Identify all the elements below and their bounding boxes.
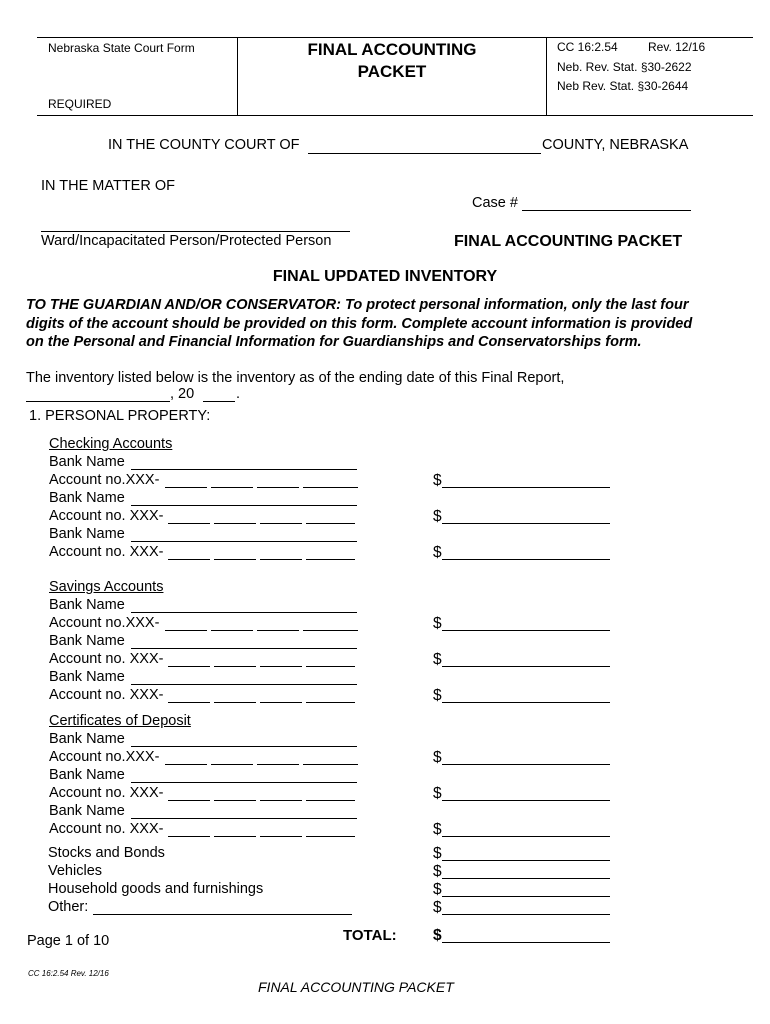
other-description-field[interactable] <box>93 914 352 915</box>
amount-field[interactable] <box>442 666 610 667</box>
account-number-label: Account no. XXX- <box>49 687 164 703</box>
footer-title: FINAL ACCOUNTING PACKET <box>258 979 454 995</box>
account-digits-field[interactable] <box>168 523 210 524</box>
bank-name-label: Bank Name <box>49 526 125 542</box>
header-top-rule <box>37 37 753 38</box>
total-amount-field[interactable] <box>442 942 610 943</box>
amount-field[interactable] <box>442 523 610 524</box>
bank-name-field[interactable] <box>131 505 357 506</box>
matter-label: IN THE MATTER OF <box>41 178 175 194</box>
account-number-label: Account no. XXX- <box>49 544 164 560</box>
bank-name-field[interactable] <box>131 648 357 649</box>
dollar-sign: $ <box>433 615 442 632</box>
statute-2: Neb Rev. Stat. §30-2644 <box>557 79 689 93</box>
dollar-sign: $ <box>433 508 442 525</box>
stocks-bonds-amount-field[interactable] <box>442 860 610 861</box>
account-digits-field[interactable] <box>214 559 256 560</box>
account-digits-field[interactable] <box>165 630 207 631</box>
account-digits-field[interactable] <box>214 523 256 524</box>
county-name-field[interactable] <box>308 153 541 154</box>
intro-year-prefix: , 20 <box>170 386 195 402</box>
amount-field[interactable] <box>442 764 610 765</box>
stocks-bonds-label: Stocks and Bonds <box>48 845 165 861</box>
account-digits-field[interactable] <box>306 702 355 703</box>
account-digits-field[interactable] <box>303 764 358 765</box>
account-digits-field[interactable] <box>306 559 355 560</box>
account-digits-field[interactable] <box>257 764 299 765</box>
dollar-sign: $ <box>433 785 442 802</box>
cd-heading: Certificates of Deposit <box>49 713 191 729</box>
total-dollar-sign: $ <box>433 927 442 944</box>
instruction-line-3: on the Personal and Financial Information for Guardianships and Conservatorships form. <box>26 334 642 350</box>
account-digits-field[interactable] <box>168 702 210 703</box>
statute-1: Neb. Rev. Stat. §30-2622 <box>557 60 692 74</box>
bank-name-label: Bank Name <box>49 731 125 747</box>
account-number-label: Account no. XXX- <box>49 785 164 801</box>
dollar-sign: $ <box>433 651 442 668</box>
account-digits-field[interactable] <box>306 666 355 667</box>
bank-name-label: Bank Name <box>49 803 125 819</box>
county-court-prefix: IN THE COUNTY COURT OF <box>108 137 300 153</box>
bank-name-label: Bank Name <box>49 767 125 783</box>
personal-property-heading: 1. PERSONAL PROPERTY: <box>29 408 211 424</box>
section-title: FINAL UPDATED INVENTORY <box>272 268 498 285</box>
bank-name-field[interactable] <box>131 782 357 783</box>
bank-name-field[interactable] <box>131 684 357 685</box>
dollar-sign: $ <box>433 845 442 862</box>
header-title-line1: FINAL ACCOUNTING <box>307 40 477 59</box>
bank-name-field[interactable] <box>131 818 357 819</box>
account-digits-field[interactable] <box>257 487 299 488</box>
header-title-line2: PACKET <box>357 62 427 81</box>
intro-line-1: The inventory listed below is the inventory as of the ending date of this Final Report, <box>26 370 565 386</box>
bank-name-field[interactable] <box>131 746 357 747</box>
dollar-sign: $ <box>433 899 442 916</box>
dollar-sign: $ <box>433 881 442 898</box>
bank-name-label: Bank Name <box>49 454 125 470</box>
account-digits-field[interactable] <box>306 523 355 524</box>
savings-heading: Savings Accounts <box>49 579 164 595</box>
account-digits-field[interactable] <box>168 800 210 801</box>
bank-name-field[interactable] <box>131 612 357 613</box>
account-digits-field[interactable] <box>306 800 355 801</box>
account-digits-field[interactable] <box>260 523 302 524</box>
ending-date-field[interactable] <box>26 401 170 402</box>
instruction-line-1: TO THE GUARDIAN AND/OR CONSERVATOR: To protect personal information, only the last four <box>26 297 689 313</box>
amount-field[interactable] <box>442 630 610 631</box>
account-digits-field[interactable] <box>306 836 355 837</box>
account-digits-field[interactable] <box>260 559 302 560</box>
dollar-sign: $ <box>433 863 442 880</box>
dollar-sign: $ <box>433 472 442 489</box>
account-digits-field[interactable] <box>214 666 256 667</box>
header-bottom-rule <box>37 115 753 116</box>
account-digits-field[interactable] <box>303 630 358 631</box>
year-field[interactable] <box>203 401 235 402</box>
account-digits-field[interactable] <box>214 702 256 703</box>
header-divider-right <box>546 37 547 115</box>
ward-name-field[interactable] <box>41 231 350 232</box>
county-court-suffix: COUNTY, NEBRASKA <box>542 137 689 153</box>
account-digits-field[interactable] <box>214 800 256 801</box>
amount-field[interactable] <box>442 559 610 560</box>
bank-name-label: Bank Name <box>49 490 125 506</box>
page-number: Page 1 of 10 <box>27 933 110 949</box>
other-label: Other: <box>48 899 89 915</box>
account-digits-field[interactable] <box>165 487 207 488</box>
dollar-sign: $ <box>433 749 442 766</box>
case-number-label: Case # <box>472 195 518 211</box>
bank-name-label: Bank Name <box>49 669 125 685</box>
account-number-label: Account no. XXX- <box>49 508 164 524</box>
amount-field[interactable] <box>442 487 610 488</box>
bank-name-label: Bank Name <box>49 597 125 613</box>
account-digits-field[interactable] <box>214 836 256 837</box>
bank-name-label: Bank Name <box>49 633 125 649</box>
account-digits-field[interactable] <box>211 764 253 765</box>
amount-field[interactable] <box>442 702 610 703</box>
vehicles-amount-field[interactable] <box>442 878 610 879</box>
account-number-label: Account no.XXX- <box>49 749 160 765</box>
packet-title: FINAL ACCOUNTING PACKET <box>454 233 683 250</box>
instruction-line-2: digits of the account should be provided on this form. Complete account information is provided <box>26 316 693 332</box>
household-goods-label: Household goods and furnishings <box>48 881 264 897</box>
amount-field[interactable] <box>442 800 610 801</box>
account-digits-field[interactable] <box>165 764 207 765</box>
account-digits-field[interactable] <box>168 836 210 837</box>
account-digits-field[interactable] <box>303 487 358 488</box>
account-number-label: Account no.XXX- <box>49 472 160 488</box>
account-number-label: Account no. XXX- <box>49 651 164 667</box>
dollar-sign: $ <box>433 687 442 704</box>
form-revision: Rev. 12/16 <box>648 40 706 54</box>
intro-period: . <box>236 386 241 402</box>
account-number-label: Account no. XXX- <box>49 821 164 837</box>
account-digits-field[interactable] <box>211 487 253 488</box>
account-digits-field[interactable] <box>168 559 210 560</box>
court-form-label: Nebraska State Court Form <box>48 41 195 55</box>
vehicles-label: Vehicles <box>48 863 103 879</box>
household-goods-amount-field[interactable] <box>442 896 610 897</box>
form-number: CC 16:2.54 <box>557 40 618 54</box>
account-number-label: Account no.XXX- <box>49 615 160 631</box>
bank-name-field[interactable] <box>131 469 357 470</box>
account-digits-field[interactable] <box>168 666 210 667</box>
total-label: TOTAL: <box>343 927 397 944</box>
account-digits-field[interactable] <box>257 630 299 631</box>
required-label: REQUIRED <box>48 97 112 111</box>
case-number-field[interactable] <box>522 210 691 211</box>
checking-heading: Checking Accounts <box>49 436 173 452</box>
account-digits-field[interactable] <box>211 630 253 631</box>
account-digits-field[interactable] <box>260 800 302 801</box>
ward-label: Ward/Incapacitated Person/Protected Person <box>41 233 332 249</box>
bank-name-field[interactable] <box>131 541 357 542</box>
account-digits-field[interactable] <box>260 666 302 667</box>
account-digits-field[interactable] <box>260 702 302 703</box>
dollar-sign: $ <box>433 821 442 838</box>
account-digits-field[interactable] <box>260 836 302 837</box>
dollar-sign: $ <box>433 544 442 561</box>
footer-form-ref: CC 16:2.54 Rev. 12/16 <box>28 969 109 978</box>
other-amount-field[interactable] <box>442 914 610 915</box>
amount-field[interactable] <box>442 836 610 837</box>
